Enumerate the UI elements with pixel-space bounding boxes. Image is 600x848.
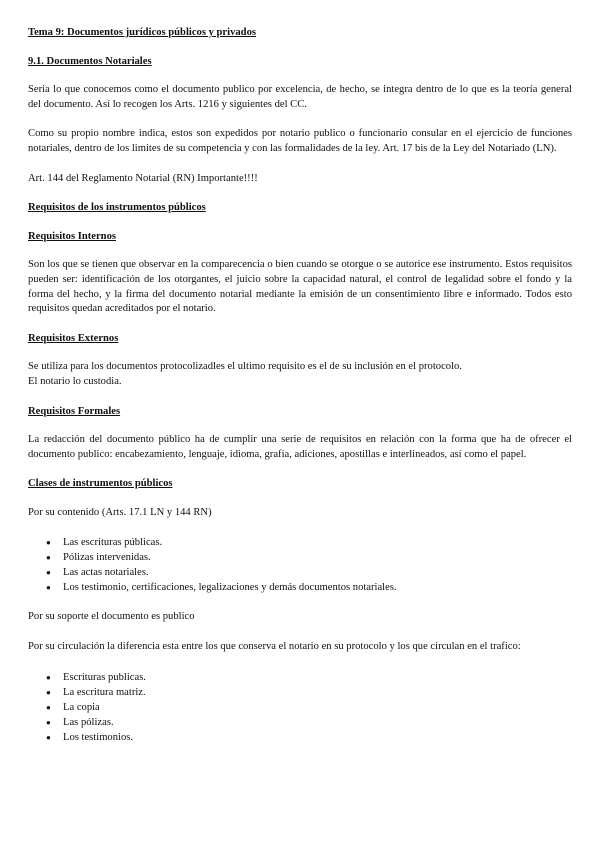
paragraph-requisitos-internos: Son los que se tienen que observar en la comparecencia o bien cuando se otorgue o se autorice ese instrumento. Estos requisitos pueden ser: identificación de los otorgantes, el juicio sobre la capacidad natural, el control de legalidad sobre el fondo y la forma del hecho, y la firma del documento notarial mediante la emisión de un consentimiento libre e informado. Todos esto requisitos quedan acreditados por el notario.	[28, 259, 572, 315]
paragraph-requisitos-externos	[28, 360, 572, 389]
paragraph-por-su-circulacion: Por su circulación la diferencia esta entre los que conserva el notario en su protocolo y los que circulan en el trafico:	[28, 641, 521, 653]
list-item: ● Escrituras publicas.	[46, 671, 146, 683]
list-item: ● Las actas notariales.	[46, 567, 149, 579]
subheading-requisitos-internos: Requisitos Internos	[28, 230, 116, 242]
bullet-icon: ●	[46, 568, 51, 578]
paragraph-requisitos-formales: La redacción del documento público ha de cumplir una serie de requisitos en relación con la forma que ha de ofrecer el documento publico: encabezamiento, lenguaje, idioma, grafía, adiciones, apostillas e interlineados, así como el papel.	[28, 434, 572, 460]
bullet-icon: ●	[46, 672, 51, 682]
paragraph-documento-publico: Seria lo que conocemos como el documento publico por excelencia, de hecho, se integra dentro de lo que es la teoría general del documento. Así lo recogen los Arts. 1216 y siguientes del CC.	[28, 84, 572, 110]
list-item: ● Las pólizas.	[46, 716, 114, 728]
subheading-requisitos-formales: Requisitos Formales	[28, 405, 121, 417]
paragraph-por-su-soporte: Por su soporte el documento es publico	[28, 611, 195, 623]
section-heading-clases: Clases de instrumentos públicos	[28, 478, 173, 490]
subheading-requisitos-externos: Requisitos Externos	[28, 332, 119, 344]
list-item: ● Los testimonios.	[46, 731, 134, 743]
paragraph-expedidos-por-notario: Como su propio nombre indica, estos son expedidos por notario publico o funcionario consular en el ejercicio de funciones notariales, dentro de los limites de su competencia y con las formalidades de la ley. Art. 17 bis de la Ley del Notariado (LN).	[28, 128, 572, 154]
list-item: ● La escritura matriz.	[46, 686, 146, 698]
bullet-icon: ●	[46, 538, 51, 548]
paragraph-reglamento-notarial: Art. 144 del Reglamento Notarial (RN) Importante!!!!	[28, 172, 258, 184]
list-item: ● La copia	[46, 701, 100, 713]
requisitos-externos-line-2: El notario lo custodia.	[28, 375, 122, 387]
bullet-icon: ●	[46, 687, 51, 697]
bullet-icon: ●	[46, 553, 51, 563]
bullet-icon: ●	[46, 717, 51, 727]
document-title: Tema 9: Documentos jurídicos públicos y privados	[28, 27, 256, 38]
list-item: ● Los testimonio, certificaciones, legalizaciones y demás documentos notariales.	[46, 582, 397, 594]
bullet-icon: ●	[46, 702, 51, 712]
section-heading-documentos-notariales: 9.1. Documentos Notariales	[28, 55, 152, 67]
list-por-contenido	[28, 535, 572, 595]
bullet-icon: ●	[46, 732, 51, 742]
list-por-circulacion	[28, 670, 572, 745]
section-heading-requisitos: Requisitos de los instrumentos públicos	[28, 202, 206, 214]
paragraph-por-su-contenido: Por su contenido (Arts. 17.1 LN y 144 RN)	[28, 506, 212, 518]
list-item: ● Pólizas intervenidas.	[46, 552, 151, 564]
requisitos-externos-line-1: Se utiliza para los documentos protocolizadles el ultimo requisito es el de su inclusión en el protocolo.	[28, 361, 462, 373]
list-item: ● Las escrituras públicas.	[46, 537, 163, 549]
bullet-icon: ●	[46, 583, 51, 593]
